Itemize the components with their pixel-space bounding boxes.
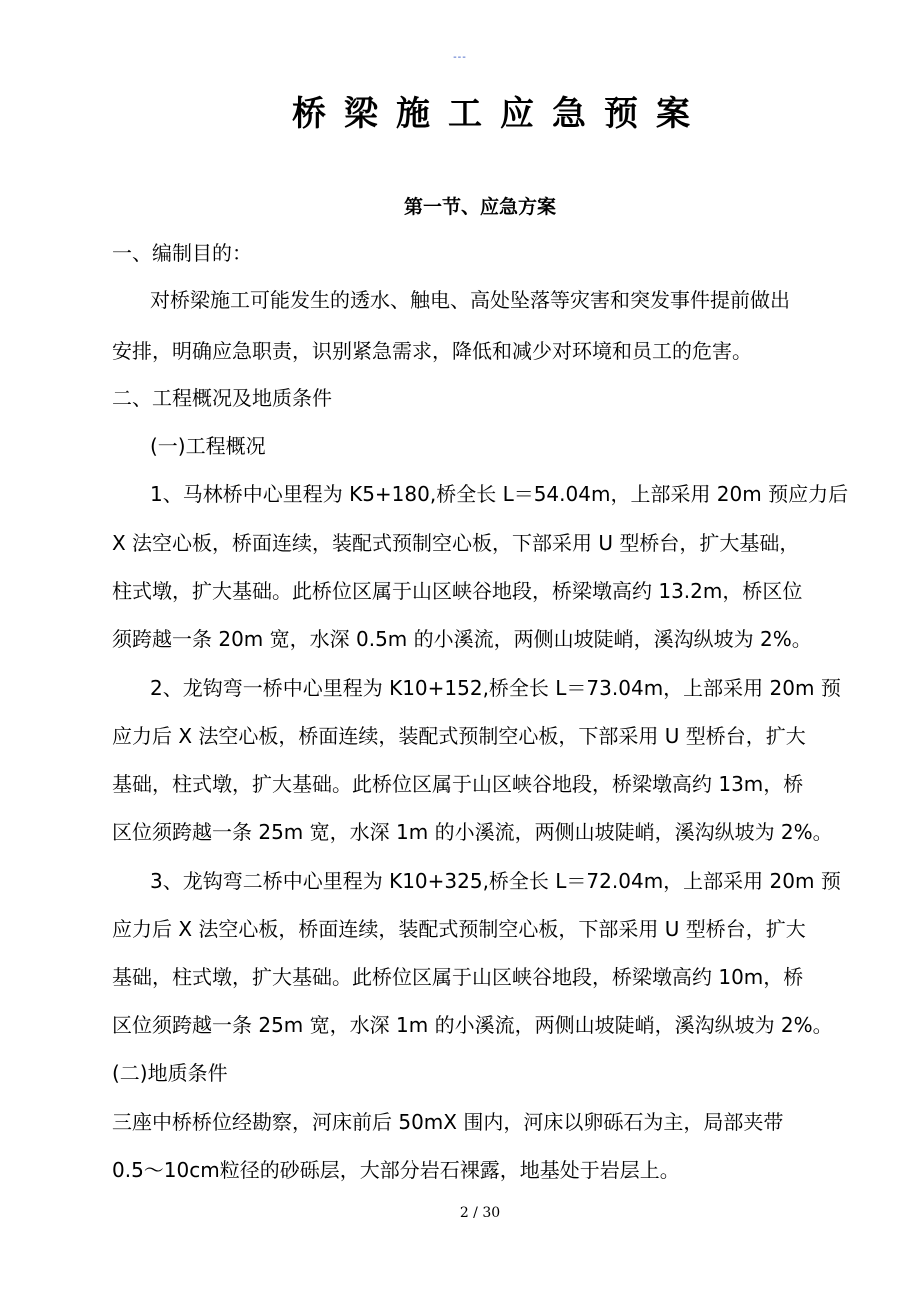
paragraph-line: 区位须跨越一条 25m 宽，水深 1m 的小溪流，两侧山坡陡峭，溪沟纵坡为 2%。 bbox=[112, 820, 833, 844]
heading-overview: 二、工程概况及地质条件 bbox=[112, 386, 332, 410]
paragraph-line: 基础，柱式墩，扩大基础。此桥位区属于山区峡谷地段，桥梁墩高约 13m，桥 bbox=[112, 772, 804, 796]
paragraph-line: X 法空心板，桥面连续，装配式预制空心板，下部采用 U 型桥台，扩大基础， bbox=[112, 531, 800, 555]
paragraph-line: 对桥梁施工可能发生的透水、触电、高处坠落等灾害和突发事件提前做出 bbox=[150, 288, 790, 312]
subheading-geology: (二)地质条件 bbox=[112, 1061, 228, 1085]
paragraph-line: 应力后 X 法空心板，桥面连续，装配式预制空心板，下部采用 U 型桥台，扩大 bbox=[112, 724, 806, 748]
paragraph-line: 三座中桥桥位经勘察，河床前后 50mX 围内，河床以卵砾石为主，局部夹带 bbox=[112, 1110, 784, 1134]
header-mark: --- bbox=[453, 52, 467, 63]
section-title: 第一节、应急方案 bbox=[403, 196, 556, 218]
document-title: 桥梁施工应急预案 bbox=[292, 94, 708, 134]
paragraph-line: 须跨越一条 20m 宽，水深 0.5m 的小溪流，两侧山坡陡峭，溪沟纵坡为 2%。 bbox=[112, 627, 812, 651]
paragraph-line: 柱式墩，扩大基础。此桥位区属于山区峡谷地段，桥梁墩高约 13.2m，桥区位 bbox=[112, 579, 803, 603]
paragraph-line: 3、龙钩弯二桥中心里程为 K10+325,桥全长 L＝72.04m，上部采用 20m 预 bbox=[150, 869, 841, 893]
heading-purpose: 一、编制目的： bbox=[112, 241, 252, 265]
paragraph-line: 基础，柱式墩，扩大基础。此桥位区属于山区峡谷地段，桥梁墩高约 10m，桥 bbox=[112, 965, 804, 989]
page-number: 2 / 30 bbox=[459, 1205, 501, 1221]
subheading-project: (一)工程概况 bbox=[150, 434, 266, 458]
paragraph-line: 1、马林桥中心里程为 K5+180,桥全长 L＝54.04m，上部采用 20m 预应力后 bbox=[150, 482, 849, 506]
paragraph-line: 安排，明确应急职责，识别紧急需求，降低和减少对环境和员工的危害。 bbox=[112, 339, 752, 363]
paragraph-line: 2、龙钩弯一桥中心里程为 K10+152,桥全长 L＝73.04m，上部采用 20m 预 bbox=[150, 676, 841, 700]
paragraph-line: 0.5～10cm粒径的砂砾层，大部分岩石裸露，地基处于岩层上。 bbox=[112, 1158, 680, 1182]
paragraph-line: 应力后 X 法空心板，桥面连续，装配式预制空心板，下部采用 U 型桥台，扩大 bbox=[112, 917, 806, 941]
paragraph-line: 区位须跨越一条 25m 宽，水深 1m 的小溪流，两侧山坡陡峭，溪沟纵坡为 2%。 bbox=[112, 1013, 833, 1037]
